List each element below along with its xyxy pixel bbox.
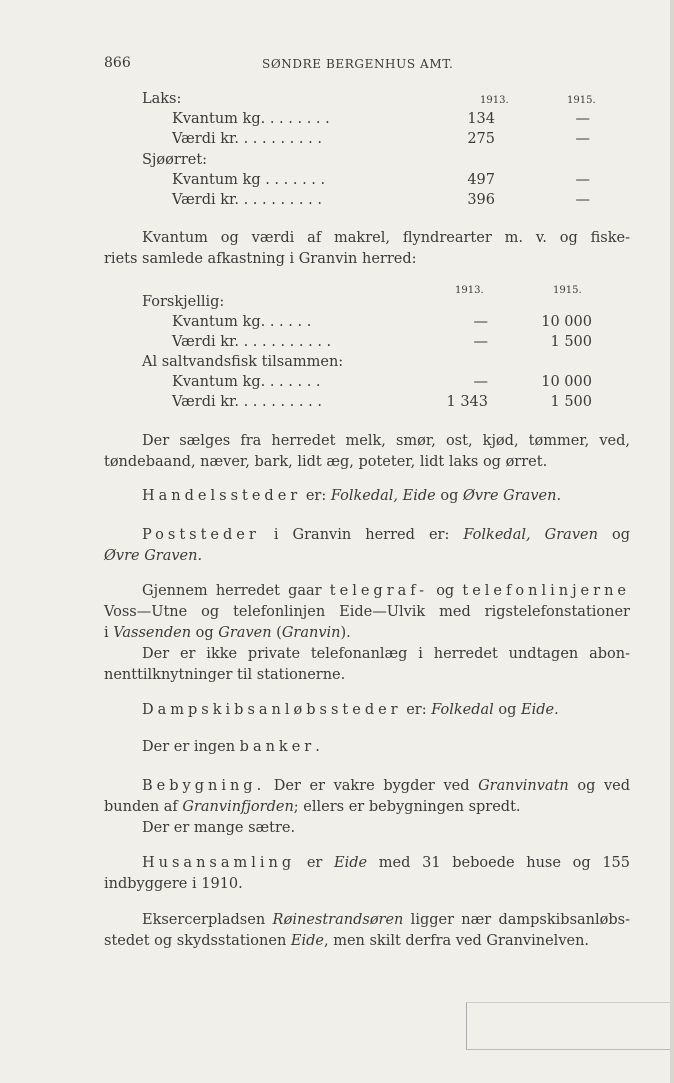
- cell-value: 1 500: [550, 334, 592, 350]
- text-line: Der er mange sætre.: [142, 820, 296, 836]
- place-name: Øvre Graven.: [104, 548, 203, 564]
- row-label: Kvantum kg. . . . . . . .: [172, 111, 330, 127]
- place-name: Granvinfjorden: [182, 799, 294, 815]
- handelssteder-line: [142, 488, 561, 504]
- text: stedet og skydsstationen: [104, 933, 291, 949]
- place-name: Vassenden: [113, 625, 192, 641]
- spaced-heading: Bebygning.: [142, 778, 266, 794]
- text-line: Der er ikke private telefonanlæg i herredet undtagen abon-: [142, 646, 630, 662]
- row-label: Forskjellig:: [142, 294, 225, 310]
- text: bunden af: [104, 799, 183, 815]
- page-edge: [670, 0, 674, 1083]
- place-name: Røinestrandsøren: [272, 912, 404, 928]
- row-label: Værdi kr. . . . . . . . . .: [172, 131, 322, 147]
- column-header-1913: 1913.: [455, 285, 484, 296]
- place-name: Eide: [334, 855, 368, 871]
- intro-paragraph: [104, 228, 630, 270]
- text: i Granvin herred er:: [259, 527, 464, 543]
- text-line: Der sælges fra herredet melk, smør, ost, kjød, tømmer, ved,: [142, 433, 630, 449]
- row-label: Kvantum kg. . . . . . .: [172, 374, 321, 390]
- text: og: [191, 625, 219, 641]
- private-telefon-paragraph: [104, 644, 630, 686]
- place-name: Eide: [290, 933, 324, 949]
- banker-line: [142, 739, 320, 755]
- cell-value: —: [575, 111, 590, 127]
- column-header-1915: 1915.: [553, 285, 582, 296]
- spaced-heading: Poststeder: [142, 527, 260, 543]
- cell-value: —: [575, 131, 590, 147]
- text-line: riets samlede afkastning i Granvin herred:: [104, 251, 417, 267]
- bebygning-paragraph: [104, 776, 630, 839]
- row-label: Værdi kr. . . . . . . . . .: [172, 394, 322, 410]
- spaced-heading: Husansamling: [142, 855, 296, 871]
- text-line: tøndebaand, næver, bark, lidt æg, poteter, lidt laks og ørret.: [104, 454, 548, 470]
- husansamling-paragraph: [104, 853, 630, 895]
- place-name: Folkedal,: [463, 527, 531, 543]
- column-header-1913: 1913.: [480, 95, 509, 106]
- page-number: 866: [104, 55, 131, 71]
- running-header: SØNDRE BERGENHUS AMT.: [262, 57, 454, 71]
- cell-value: 1 343: [446, 394, 488, 410]
- text: ).: [340, 625, 351, 641]
- cell-value: 134: [467, 111, 495, 127]
- spaced-term: telefonlinjerne: [462, 583, 630, 599]
- text: (: [271, 625, 282, 641]
- cell-value: 275: [467, 131, 495, 147]
- text-line: nenttilknytninger til stationerne.: [104, 667, 346, 683]
- text: i: [104, 625, 114, 641]
- column-header-1915: 1915.: [567, 95, 596, 106]
- place-name: Eide.: [521, 702, 559, 718]
- row-label: Kvantum kg . . . . . . .: [172, 172, 326, 188]
- cell-value: 1 500: [550, 394, 592, 410]
- row-label: Værdi kr. . . . . . . . . .: [172, 192, 322, 208]
- place-name: Folkedal,: [330, 488, 399, 504]
- row-label: Kvantum kg. . . . . .: [172, 314, 312, 330]
- place-name: Granvinvatn: [478, 778, 569, 794]
- text: Gjennem herredet gaar: [142, 583, 330, 599]
- cell-value: —: [473, 374, 488, 390]
- text: .: [315, 739, 320, 755]
- text: med 31 beboede huse og 155: [367, 855, 630, 871]
- cell-value: —: [575, 192, 590, 208]
- row-label: Al saltvandsfisk tilsammen:: [142, 354, 344, 370]
- text: er:: [401, 702, 432, 718]
- cell-value: 497: [467, 172, 495, 188]
- place-name: Øvre Graven.: [462, 488, 562, 504]
- cell-value: —: [473, 334, 488, 350]
- text: er:: [301, 488, 331, 504]
- place-name: Folkedal: [431, 702, 494, 718]
- text-line: Kvantum og værdi af makrel, flyndrearter m. v. og fiske-: [142, 230, 630, 246]
- text: og ved: [568, 778, 630, 794]
- spaced-heading: banker: [239, 739, 316, 755]
- cell-value: 10 000: [541, 374, 592, 390]
- spaced-heading: Handelssteder: [142, 488, 302, 504]
- row-label: Værdi kr. . . . . . . . . . .: [172, 334, 332, 350]
- text-line: indbyggere i 1910.: [104, 876, 243, 892]
- text-line: Voss—Utne og telefonlinjen Eide—Ulvik med rigstelefonstationer: [104, 604, 630, 620]
- telegraf-paragraph: [104, 581, 630, 644]
- text: er: [295, 855, 335, 871]
- text: Eksercerpladsen: [142, 912, 273, 928]
- text: og: [435, 488, 463, 504]
- cell-value: —: [575, 172, 590, 188]
- row-label: Sjøørret:: [142, 152, 208, 168]
- text: ligger nær dampskibsanløbs-: [403, 912, 630, 928]
- spaced-heading: Dampskibsanløbssteder: [142, 702, 402, 718]
- place-name: Graven: [544, 527, 598, 543]
- text: , men skilt derfra ved Granvinelven.: [323, 933, 590, 949]
- poststeder-paragraph: [104, 525, 630, 567]
- spaced-term: telegraf-: [329, 583, 429, 599]
- text: Der er ingen: [142, 739, 240, 755]
- place-name: Graven: [218, 625, 272, 641]
- text: og: [597, 527, 630, 543]
- cell-value: —: [473, 314, 488, 330]
- place-name: Granvin: [281, 625, 341, 641]
- cell-value: 396: [467, 192, 495, 208]
- row-label: Laks:: [142, 91, 182, 107]
- place-name: Eide: [402, 488, 436, 504]
- eksercerplads-paragraph: [104, 910, 630, 952]
- text: ; ellers er bebygningen spredt.: [293, 799, 521, 815]
- text: Der er vakre bygder ved: [265, 778, 479, 794]
- cell-value: 10 000: [541, 314, 592, 330]
- text: og: [428, 583, 463, 599]
- text: og: [493, 702, 522, 718]
- paper-smudge: [466, 1002, 674, 1050]
- dampskib-line: [142, 702, 559, 718]
- sales-paragraph: [104, 431, 630, 473]
